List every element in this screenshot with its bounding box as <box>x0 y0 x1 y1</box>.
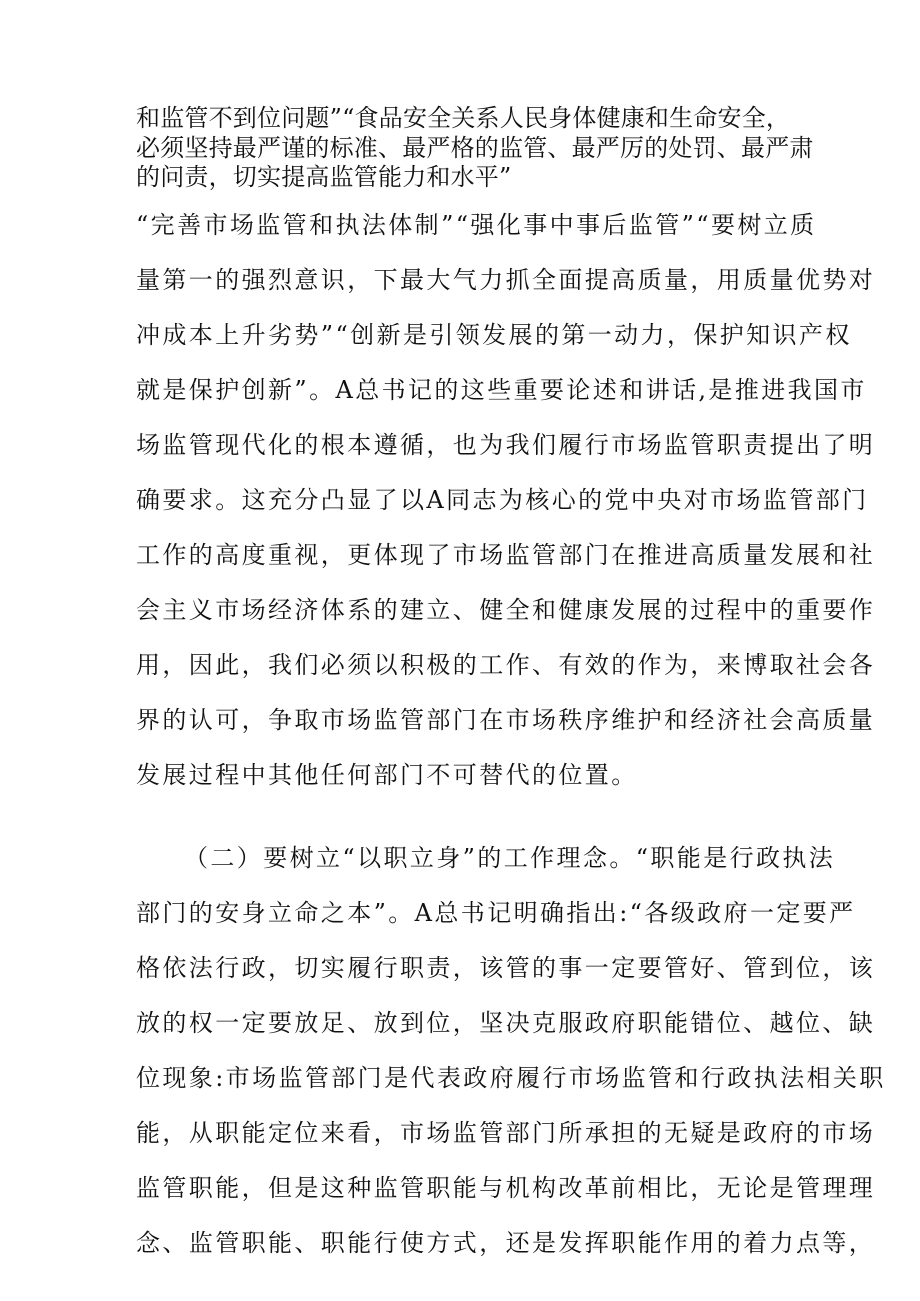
text-line: 和监管不到位问题”“食品安全关系人民身体健康和生命安全， <box>136 104 791 132</box>
section-heading-line: （二）要树立“以职立身”的工作理念。“职能是行政执法 <box>184 844 836 872</box>
text-line: 放的权一定要放足、放到位，坚决克服政府职能错位、越位、缺 <box>136 1009 876 1037</box>
text-line: 发展过程中其他任何部门不可替代的位置。 <box>136 761 638 789</box>
text-line: 冲成本上升劣势”“创新是引领发展的第一动力，保护知识产权 <box>136 321 852 349</box>
text-line: 量第一的强烈意识，下最大气力抓全面提高质量，用质量优势对 <box>136 266 876 294</box>
text-line: 格依法行政，切实履行职责，该管的事一定要管好、管到位，该 <box>136 954 876 982</box>
text-line: 必须坚持最严谨的标准、最严格的监管、最严厉的处罚、最严肃 <box>136 134 814 162</box>
text-line: 部门的安身立命之本”。A总书记明确指出:“各级政府一定要严 <box>136 899 856 927</box>
text-line: “完善市场监管和执法体制”“强化事中事后监管”“要树立质 <box>136 211 817 239</box>
text-line: 监管职能，但是这种监管职能与机构改革前相比，无论是管理理 <box>136 1174 876 1202</box>
text-line: 念、监管职能、职能行使方式，还是发挥职能作用的着力点等， <box>136 1229 876 1257</box>
text-line: 界的认可，争取市场监管部门在市场秩序维护和经济社会高质量 <box>136 706 876 734</box>
text-line: 会主义市场经济体系的建立、健全和健康发展的过程中的重要作 <box>136 596 876 624</box>
text-line: 用，因此，我们必须以积极的工作、有效的作为，来博取社会各 <box>136 651 876 679</box>
text-line: 场监管现代化的根本遵循，也为我们履行市场监管职责提出了明 <box>136 431 876 459</box>
text-line: 确要求。这充分凸显了以A同志为核心的党中央对市场监管部门 <box>136 486 869 514</box>
text-line: 工作的高度重视，更体现了市场监管部门在推进高质量发展和社 <box>136 541 876 569</box>
text-line: 能，从职能定位来看，市场监管部门所承担的无疑是政府的市场 <box>136 1119 876 1147</box>
text-line: 位现象:市场监管部门是代表政府履行市场监管和行政执法相关职 <box>136 1064 886 1092</box>
text-line: 就是保护创新”。A总书记的这些重要论述和讲话,是推进我国市 <box>136 376 867 404</box>
text-line: 的问责，切实提高监管能力和水平” <box>136 163 512 191</box>
